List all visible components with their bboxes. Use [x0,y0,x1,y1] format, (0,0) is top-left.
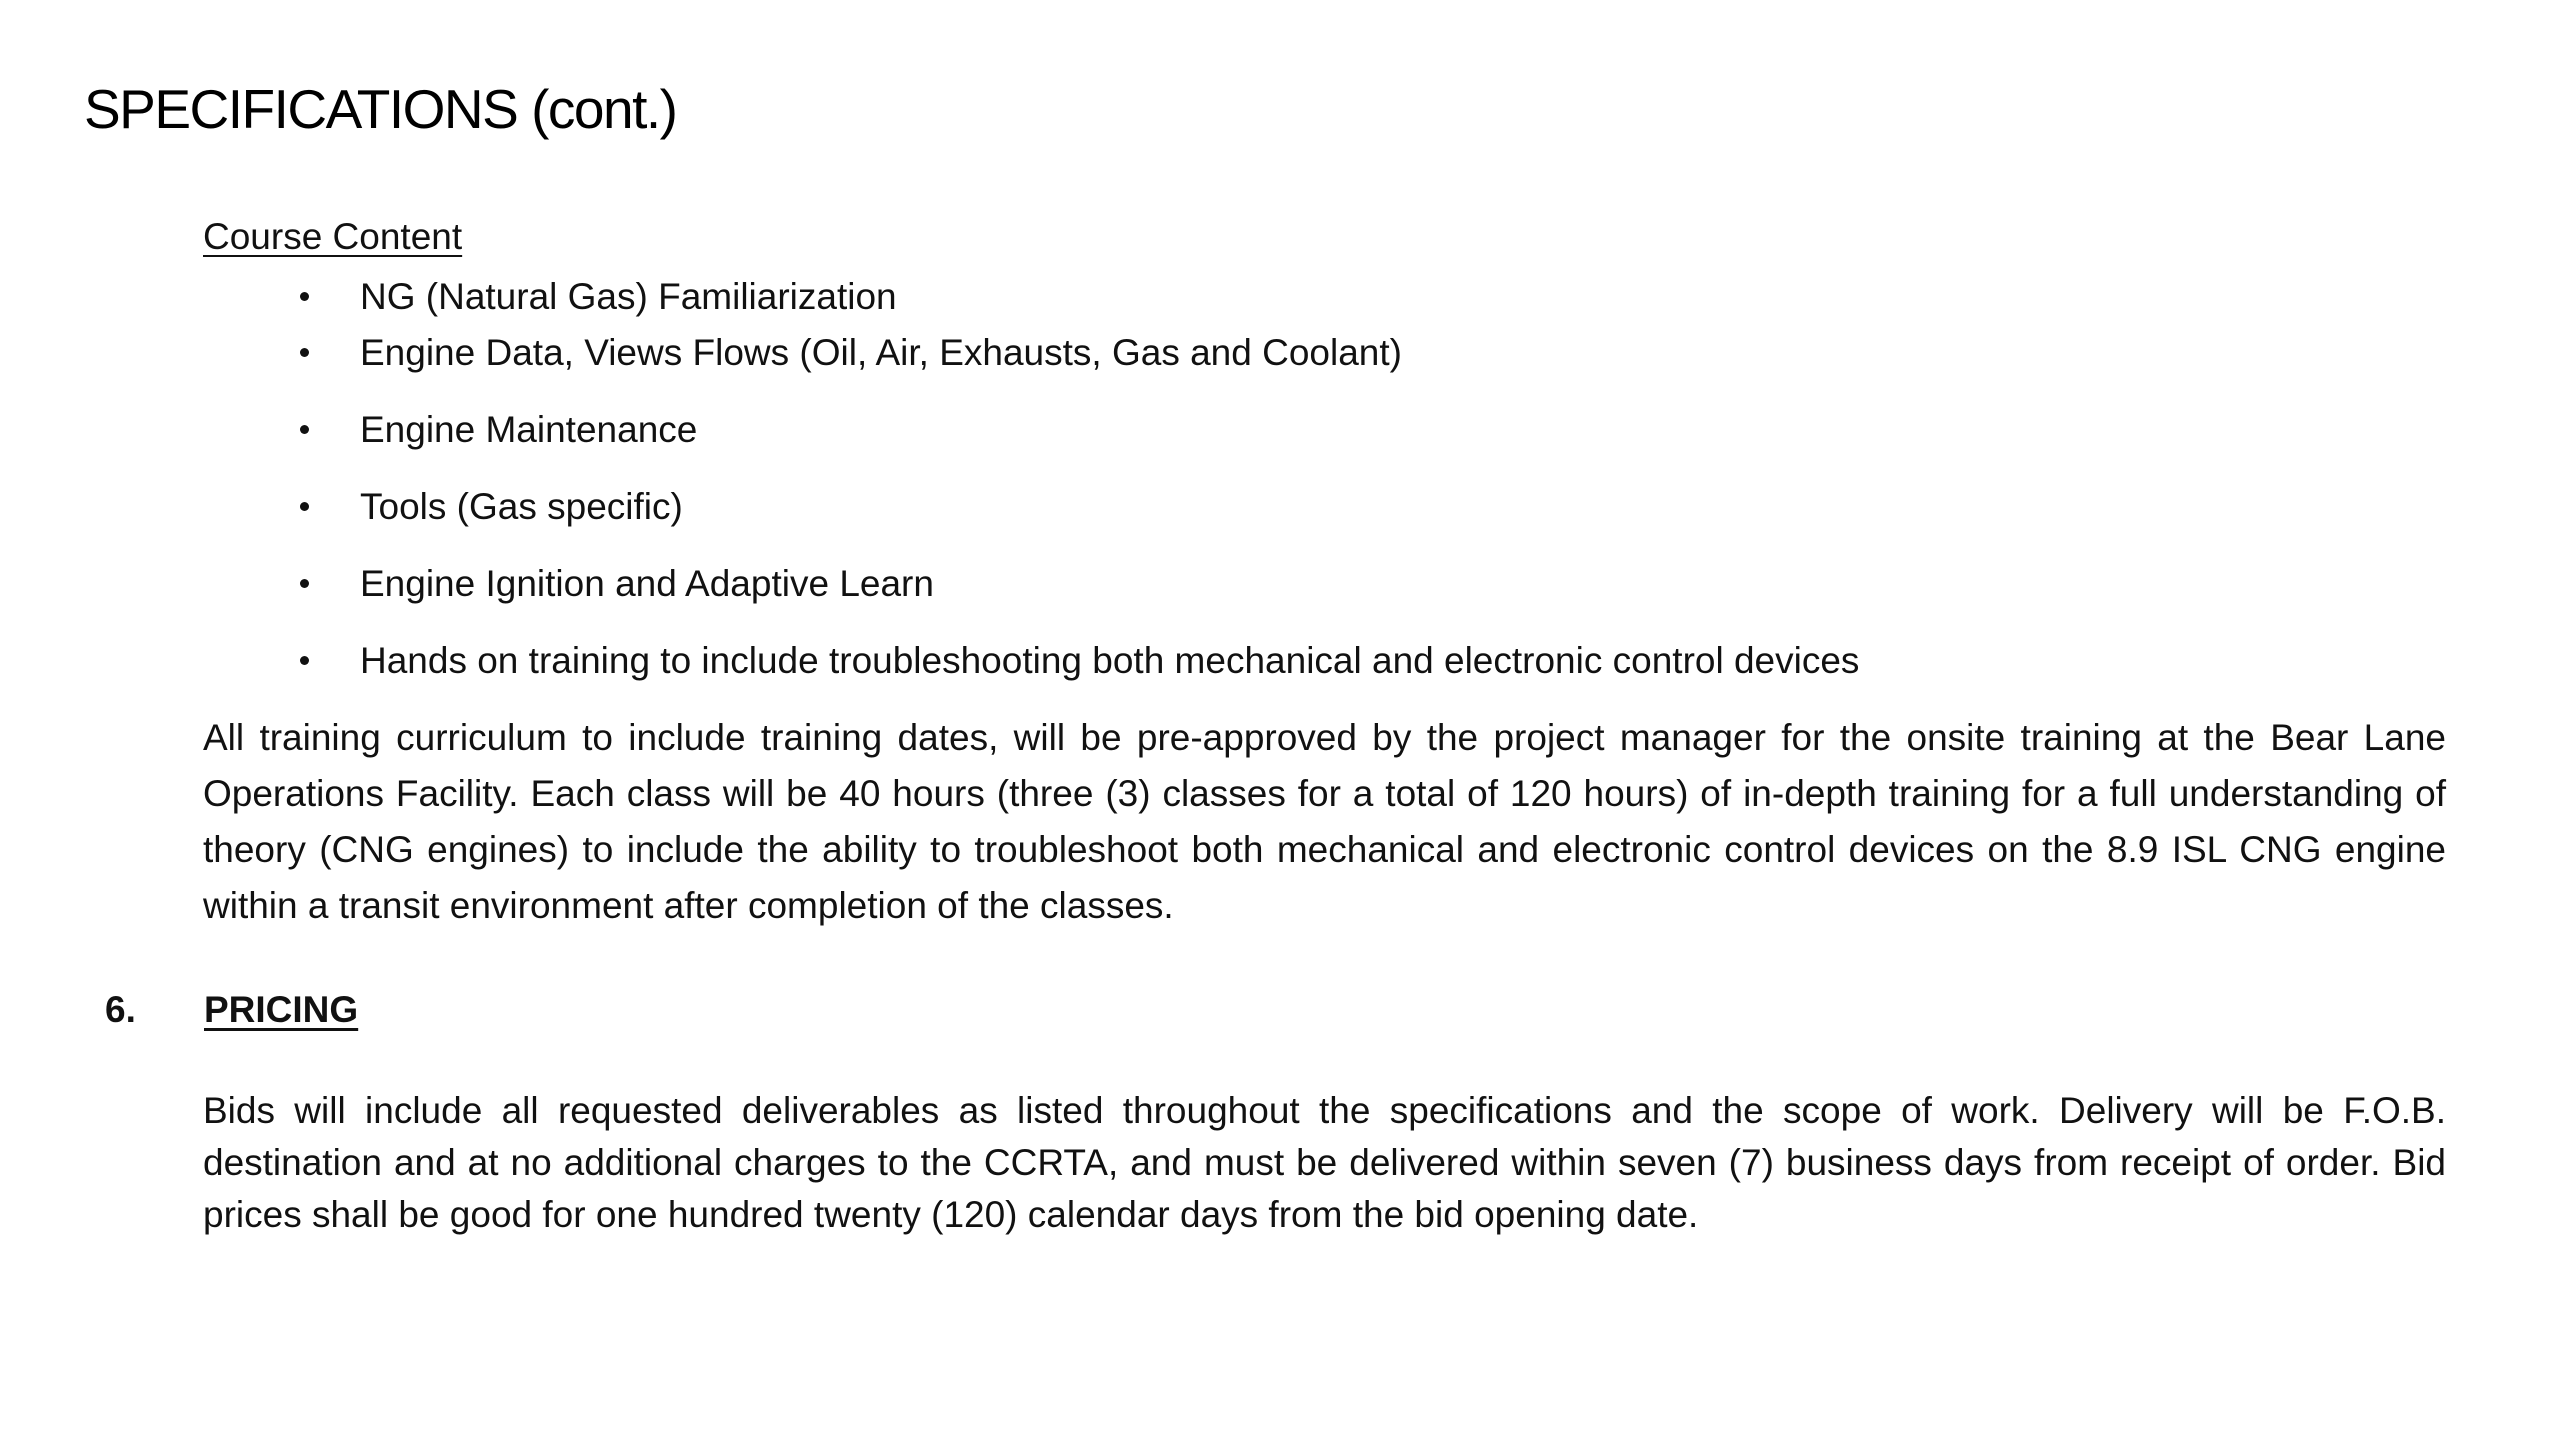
list-item-text: Engine Ignition and Adaptive Learn [360,563,934,604]
bullet-icon [300,656,309,665]
list-item-text: Engine Maintenance [360,409,698,450]
bullet-icon [300,348,309,357]
pricing-paragraph: Bids will include all requested deliverables as listed throughout the specifications and the scope of work. Delivery will be F.O.B. destination and at no additional charges to the CCRTA, and must be delivered within seven (7) business days from receipt of order. Bid prices shall be good for one hundred twenty (120) calendar days from the bid opening date. [203,1090,2446,1235]
bullet-icon [300,425,309,434]
list-item-text: Tools (Gas specific) [360,486,683,527]
list-item-text: Engine Data, Views Flows (Oil, Air, Exhausts, Gas and Coolant) [360,332,1402,373]
list-item-text: NG (Natural Gas) Familiarization [360,276,897,317]
course-content-heading: Course Content [203,216,463,257]
page-title: SPECIFICATIONS (cont.) [84,78,677,140]
list-item-text: Hands on training to include troubleshooting both mechanical and electronic control devices [360,640,1860,681]
pricing-heading: PRICING [204,989,359,1030]
bullet-icon [300,292,309,301]
bullet-icon [300,579,309,588]
training-curriculum-paragraph: All training curriculum to include training dates, will be pre-approved by the project manager for the onsite training at the Bear Lane Operations Facility. Each class will be 40 hours (three (3) classes for a total of 120 hours) of in-depth training for a full understanding of theory (CNG engines) to include the ability to troubleshoot both mechanical and electronic control devices on the 8.9 ISL CNG engine within a transit environment after completion of the classes. [203,717,2446,926]
bullet-icon [300,502,309,511]
section-number: 6. [105,989,136,1030]
